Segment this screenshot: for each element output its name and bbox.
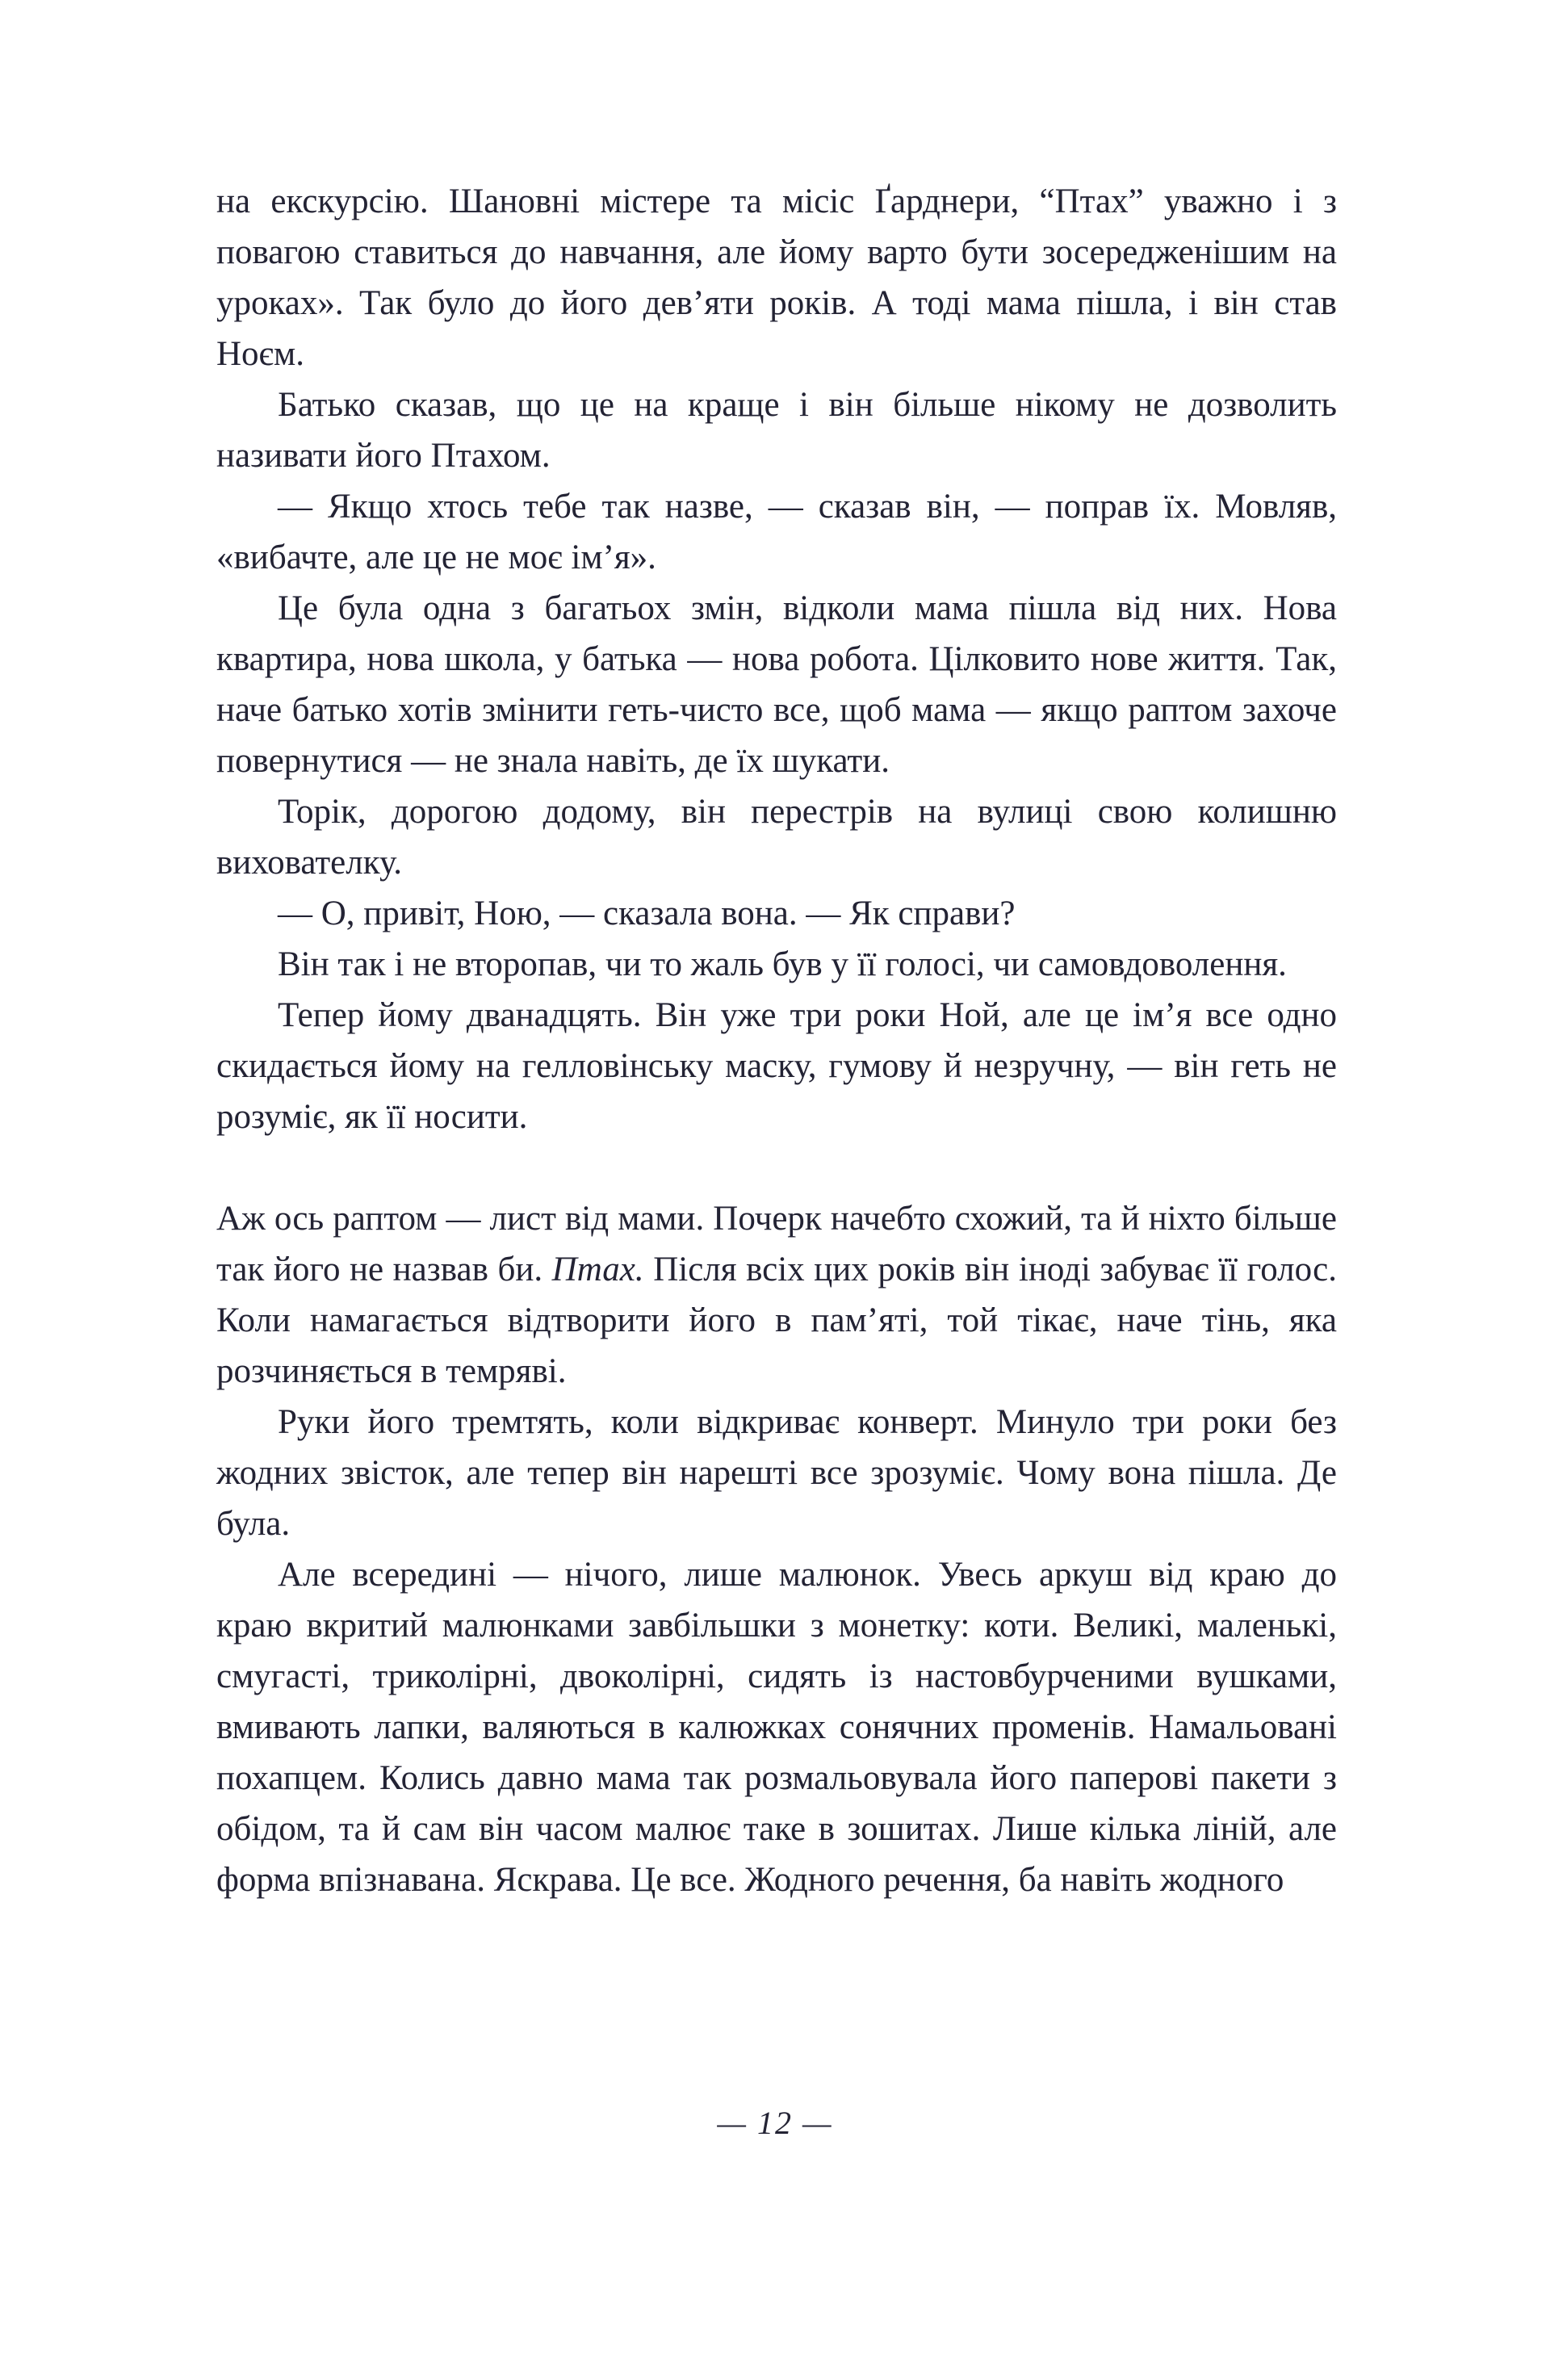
- page-text: [216, 176, 1337, 1905]
- paragraph: [216, 176, 1337, 379]
- paragraph: [216, 1193, 1337, 1397]
- text-segment: Батько сказав, що це на краще і він більше нікому не дозволить називати його Птахом.: [216, 386, 1337, 475]
- text-segment: Руки його тремтять, коли відкриває конверт. Минуло три роки без жодних звісток, але тепер він нарешті все зрозуміє. Чому вона пішла. Де була.: [216, 1403, 1337, 1543]
- paragraph: [216, 1397, 1337, 1549]
- paragraph: [216, 583, 1337, 786]
- paragraph: [216, 1549, 1337, 1905]
- text-segment: Торік, дорогою додому, він перестрів на вулиці свою колишню вихователку.: [216, 793, 1337, 882]
- paragraph: [216, 379, 1337, 481]
- paragraph: [216, 481, 1337, 583]
- paragraph: [216, 786, 1337, 888]
- paragraph: [216, 990, 1337, 1142]
- text-segment: Він так і не второпав, чи то жаль був у її голосі, чи самовдоволення.: [278, 945, 1287, 983]
- text-segment: Тепер йому дванадцять. Він уже три роки Ной, але це ім’я все одно скидається йому на гелловінську маску, гумову й незручну, — він геть не розуміє, як її носити.: [216, 996, 1337, 1136]
- page-number: — 12 —: [717, 2105, 833, 2141]
- paragraph: [216, 888, 1337, 939]
- text-segment: Але всередині — нічого, лише малюнок. Увесь аркуш від краю до краю вкритий малюнками завбільшки з монетку: коти. Великі, маленькі, смугасті, триколірні, двоколірні, сидять із настовбурченими вушками, вмивають лапки, валяються в калюжках сонячних променів. Намальовані похапцем. Колись давно мама так розмальовувала його паперові пакети з обідом, та й сам він часом малює таке в зошитах. Лише кілька ліній, але форма впізнавана. Яскрава. Це все. Жодного речення, ба навіть жодного: [216, 1556, 1337, 1899]
- text-segment: Аж ось раптом — лист від мами. Почерк начебто схожий, та й ніхто більше так його не назвав би.: [216, 1200, 1337, 1288]
- text-segment: на екскурсію. Шановні містере та місіс Ґарднери, “Птах” уважно і з повагою ставиться до навчання, але йому варто бути зосередженішим на уроках». Так було до його дев’яти років. А тоді мама пішла, і він став Ноєм.: [216, 182, 1337, 373]
- text-segment: Це була одна з багатьох змін, відколи мама пішла від них. Нова квартира, нова школа, у батька — нова робота. Цілковито нове життя. Так, наче батько хотів змінити геть-чисто все, щоб мама — якщо раптом захоче повернутися — не знала навіть, де їх шукати.: [216, 589, 1337, 780]
- text-segment: Після всіх цих років він іноді забуває її голос. Коли намагається відтворити його в пам’яті, той тікає, наче тінь, яка розчиняється в темряві.: [216, 1251, 1337, 1390]
- text-segment: — О, привіт, Ною, — сказала вона. — Як справи?: [278, 895, 1016, 932]
- text-segment: — Якщо хтось тебе так назве, — сказав він, — поправ їх. Мовляв, «вибачте, але це не моє ім’я».: [216, 488, 1337, 576]
- paragraph: [216, 939, 1337, 990]
- italic-text: Птах.: [551, 1251, 644, 1288]
